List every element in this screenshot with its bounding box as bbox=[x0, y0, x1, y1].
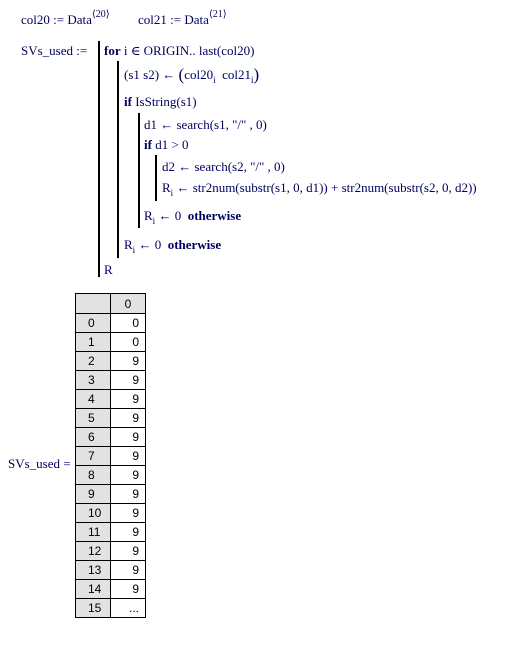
col20-name: col20 bbox=[21, 12, 50, 27]
program-line-d2[interactable]: d2 ← search(s2, "/" , 0) bbox=[162, 159, 285, 174]
keyword-otherwise: otherwise bbox=[187, 208, 242, 223]
table-row bbox=[76, 371, 146, 390]
program-line-for[interactable]: for i ∈ ORIGIN.. last(col20) bbox=[104, 43, 255, 58]
arrow-icon: ← bbox=[176, 180, 190, 195]
table-row bbox=[76, 390, 146, 409]
row-index: 4 bbox=[76, 390, 111, 409]
col21-definition[interactable] bbox=[138, 9, 227, 29]
program-line-ri-otherwise-inner[interactable]: $R_i$ ← 0 otherwise bbox=[144, 208, 242, 226]
row-index: 6 bbox=[76, 428, 111, 447]
cell-value[interactable]: 9 bbox=[111, 352, 146, 371]
result-matrix[interactable] bbox=[75, 293, 146, 618]
arrow-icon: ← bbox=[178, 159, 192, 174]
program-line-if-isstring[interactable]: if IsString(s1) bbox=[124, 94, 197, 109]
row-index: 9 bbox=[76, 485, 111, 504]
arrow-icon: ← bbox=[162, 67, 176, 82]
table-row bbox=[76, 409, 146, 428]
table-row bbox=[76, 333, 146, 352]
assign-op: := bbox=[53, 12, 65, 27]
program-return[interactable]: R bbox=[104, 262, 113, 277]
table-row bbox=[76, 314, 146, 333]
table-row bbox=[76, 428, 146, 447]
cell-value[interactable]: 9 bbox=[111, 485, 146, 504]
cell-value[interactable]: 0 bbox=[111, 314, 146, 333]
arrow-icon: ← bbox=[138, 237, 152, 252]
row-index: 10 bbox=[76, 504, 111, 523]
row-index: 15 bbox=[76, 599, 111, 618]
table-row bbox=[76, 561, 146, 580]
program-line-if-d1[interactable]: if d1 > 0 bbox=[144, 137, 189, 152]
cell-value[interactable]: 9 bbox=[111, 580, 146, 599]
cell-value[interactable]: 9 bbox=[111, 409, 146, 428]
cell-value[interactable]: 9 bbox=[111, 390, 146, 409]
col21-name: col21 bbox=[138, 12, 167, 27]
cell-value[interactable]: ... bbox=[111, 599, 146, 618]
row-index: 12 bbox=[76, 542, 111, 561]
cell-value[interactable]: 9 bbox=[111, 542, 146, 561]
program-bar-for bbox=[117, 61, 119, 258]
cell-value[interactable]: 9 bbox=[111, 371, 146, 390]
table-row bbox=[76, 447, 146, 466]
row-index: 0 bbox=[76, 314, 111, 333]
keyword-for: for bbox=[104, 43, 121, 58]
row-index: 3 bbox=[76, 371, 111, 390]
matrix-corner bbox=[76, 294, 111, 314]
row-index: 5 bbox=[76, 409, 111, 428]
program-line-ri-otherwise-outer[interactable]: $R_i$ ← 0 otherwise bbox=[124, 237, 222, 255]
program-bar-if1 bbox=[138, 113, 140, 228]
data-source: Data bbox=[67, 12, 92, 27]
matrix-header-row bbox=[76, 294, 146, 314]
keyword-if: if bbox=[144, 137, 152, 152]
keyword-if: if bbox=[124, 94, 132, 109]
program-line-d1[interactable]: d1 ← search(s1, "/" , 0) bbox=[144, 117, 267, 132]
program-line-ri-sum[interactable]: $R_i$ ← str2num(substr(s1, 0, d1)) + str2num(substr(s2, 0, d2)) bbox=[162, 180, 477, 198]
cell-value[interactable]: 9 bbox=[111, 504, 146, 523]
table-row bbox=[76, 542, 146, 561]
program-line-assign-s1-s2[interactable]: (s1 s2) ← ($col20_i$ $col21_i$) bbox=[124, 65, 260, 85]
table-row bbox=[76, 599, 146, 618]
row-index: 11 bbox=[76, 523, 111, 542]
program-name: SVs_used := bbox=[21, 43, 88, 58]
assign-op: := bbox=[170, 12, 182, 27]
result-label[interactable]: SVs_used = bbox=[8, 456, 71, 471]
arrow-icon: ← bbox=[158, 208, 172, 223]
cell-value[interactable]: 9 bbox=[111, 447, 146, 466]
column-superscript: ⟨21⟩ bbox=[208, 9, 227, 20]
table-row bbox=[76, 580, 146, 599]
cell-value[interactable]: 9 bbox=[111, 428, 146, 447]
table-row bbox=[76, 523, 146, 542]
row-index: 14 bbox=[76, 580, 111, 599]
program-bar-outer bbox=[98, 41, 100, 277]
table-row bbox=[76, 504, 146, 523]
row-index: 7 bbox=[76, 447, 111, 466]
matrix-column-header: 0 bbox=[111, 294, 146, 314]
program-bar-if2 bbox=[155, 155, 157, 201]
table-row bbox=[76, 466, 146, 485]
arrow-icon: ← bbox=[160, 117, 174, 132]
data-source: Data bbox=[184, 12, 209, 27]
table-row bbox=[76, 485, 146, 504]
row-index: 13 bbox=[76, 561, 111, 580]
cell-value[interactable]: 9 bbox=[111, 466, 146, 485]
col20-definition[interactable] bbox=[21, 9, 110, 29]
row-index: 8 bbox=[76, 466, 111, 485]
cell-value[interactable]: 9 bbox=[111, 523, 146, 542]
keyword-otherwise: otherwise bbox=[167, 237, 222, 252]
table-row bbox=[76, 352, 146, 371]
row-index: 2 bbox=[76, 352, 111, 371]
column-superscript: ⟨20⟩ bbox=[91, 9, 110, 20]
cell-value[interactable]: 9 bbox=[111, 561, 146, 580]
cell-value[interactable]: 0 bbox=[111, 333, 146, 352]
row-index: 1 bbox=[76, 333, 111, 352]
